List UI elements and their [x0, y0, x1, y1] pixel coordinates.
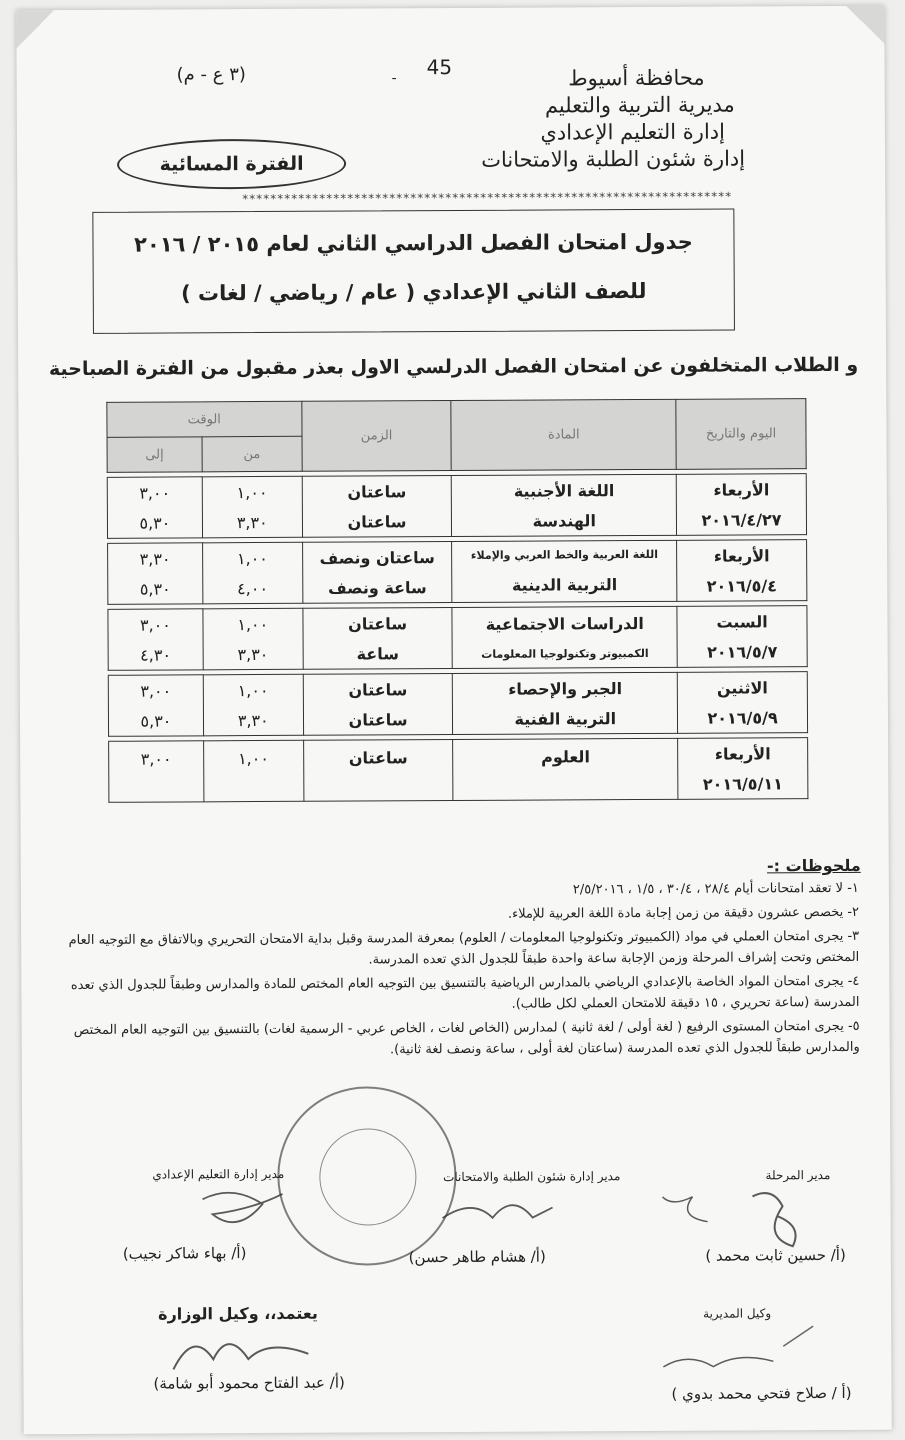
- table-row: [109, 738, 808, 803]
- table-row: [108, 672, 807, 737]
- stage-manager-title: مدير المرحلة: [765, 1168, 831, 1183]
- duration: ساعة: [356, 643, 399, 664]
- subject: العلوم: [541, 747, 590, 767]
- dash-mark: -: [391, 70, 397, 87]
- subject: التربية الدينية: [511, 575, 618, 595]
- day-name: الأربعاء: [713, 545, 770, 566]
- exam-date: ٢٠١٦/٥/١١: [702, 773, 783, 794]
- time-to: ٤,٣٠: [140, 644, 172, 665]
- day-name: السبت: [716, 611, 768, 632]
- time-to: ٥,٣٠: [139, 512, 171, 533]
- time-from: ١,٠٠: [236, 482, 268, 502]
- exam-date: ٢٠١٦/٥/٩: [707, 707, 778, 728]
- folded-corner: [16, 10, 54, 48]
- time-from: ١,٠٠: [237, 748, 269, 769]
- form-code: (٣ ع - م): [176, 64, 246, 86]
- col-from: من: [202, 436, 302, 472]
- duration: ساعتان: [348, 748, 408, 768]
- time-to: ٣,٠٠: [139, 482, 171, 503]
- time-from: ١,٠٠: [236, 548, 268, 568]
- approval-name: (أ/ عبد الفتاح محمود أبو شامة): [153, 1373, 345, 1393]
- duration: ساعتان ونصف: [319, 547, 435, 568]
- notes-title: ملحوظات :-: [766, 855, 861, 876]
- exam-schedule-table: [106, 398, 808, 803]
- time-from: ٤,٠٠: [237, 578, 269, 598]
- note-item: ٣- يجرى امتحان العملي في مواد (الكمبيوتر وتكنولوجيا المعلومات / العلوم) بمعرفة المدرسة وقبل بداية الامتحان التحريري وبالاتفاق مع التوجيه العام المختص وتحت إشراف المرحلة وزمن الإجابة ساعة واحدة طبقاً للجدول الذي تعده المدرسة.: [68, 928, 860, 968]
- title-box: [92, 209, 735, 334]
- note-item: ٢- يخصص عشرون دقيقة من زمن إجابة مادة اللغة العربية للإملاء.: [507, 904, 860, 922]
- note-item: ١- لا تعقد امتحانات أيام ٢٨/٤ ، ٣٠/٤ ، ١/٥ ، ٢/٥/٢٠١٦: [572, 880, 859, 898]
- day-name: الأربعاء: [713, 479, 770, 500]
- period-badge: [117, 139, 346, 190]
- table-row: [108, 606, 807, 671]
- col-day: اليوم والتاريخ: [676, 399, 806, 470]
- day-name: الأربعاء: [714, 743, 771, 764]
- duration: ساعتان: [348, 679, 408, 700]
- affairs-admin: إدارة شئون الطلبة والامتحانات: [481, 146, 746, 172]
- document-page: [16, 6, 891, 1435]
- exam-date: ٢٠١٦/٥/٤: [706, 575, 778, 596]
- period-label: الفترة المسائية: [159, 152, 304, 176]
- duration: ساعتان: [347, 481, 407, 502]
- duration: ساعتان: [348, 613, 408, 634]
- duration: ساعتان: [347, 511, 407, 532]
- grade-title: للصف الثاني الإعدادي ( عام / رياضي / لغات ): [180, 278, 647, 306]
- col-duration: الزمن: [302, 401, 452, 472]
- time-to: ٣,٣٠: [139, 548, 171, 569]
- deputy-name: (أ / صلاح فتحي محمد بدوي ): [671, 1383, 852, 1403]
- subject: الدراسات الاجتماعية: [485, 614, 644, 634]
- deputy-title: وكيل المديرية: [703, 1306, 772, 1321]
- col-subject: المادة: [451, 399, 676, 470]
- time-from: ١,٠٠: [237, 680, 269, 700]
- note-item: ٥- يجرى امتحان المستوى الرفيع ( لغة أولى / لغة ثانية ) لمدارس (الخاص لغات ، الخاص عربي - الرسمية لغات) بالتنسيق بين التوجيه العام المختص والمدارس طبقاً للجدول الذي تعده المدرسة (ساعتان لغة أولى ، ساعة ونصف لغة ثانية).: [73, 1018, 860, 1058]
- exam-date: ٢٠١٦/٤/٢٧: [701, 509, 782, 530]
- notes-list: [59, 878, 860, 1065]
- letterhead: [481, 64, 745, 173]
- time-from: ١,٠٠: [237, 614, 269, 634]
- note-item: ٤- يجرى امتحان المواد الخاصة بالإعدادي الرياضي بالمدارس الرياضية بالتنسيق بين التوجيه العام المختص للمادة والمدارس وطبقاً للجدول الذي تعده المدرسة (ساعة تحريري ، ١٥ دقيقة للامتحان العملي لكل طالب).: [70, 973, 860, 1012]
- subject: الهندسة: [532, 510, 596, 531]
- directorate: مديرية التربية والتعليم: [544, 92, 735, 118]
- subject: الكمبيوتر وتكنولوجيا المعلومات: [481, 646, 649, 661]
- prep-manager-name: (أ/ بهاء شاكر نجيب): [122, 1244, 247, 1263]
- time-to: ٥,٣٠: [140, 710, 172, 731]
- page-number: 45: [426, 55, 453, 80]
- subtitle: و الطلاب المتخلفون عن امتحان الفصل الدرلسي الاول بعذر مقبول من الفترة الصباحية: [48, 353, 859, 381]
- prep-admin: إدارة التعليم الإعدادي: [540, 119, 725, 145]
- governorate: محافظة أسيوط: [568, 65, 705, 91]
- schedule-title: جدول امتحان الفصل الدراسي الثاني لعام ٢٠١٥ / ٢٠١٦: [134, 229, 693, 257]
- prep-manager-title: مدير إدارة التعليم الإعدادي: [152, 1166, 285, 1182]
- subject: اللغة العربية والخط العربي والإملاء: [470, 547, 659, 562]
- subject: التربية الفنية: [514, 708, 617, 729]
- time-to: ٣,٠٠: [139, 614, 171, 635]
- subject: الجبر والإحصاء: [508, 678, 623, 699]
- folded-corner: [846, 6, 884, 44]
- affairs-manager-title: مدير إدارة شئون الطلبة والامتحانات: [443, 1169, 621, 1185]
- stage-manager-name: (أ/ حسين ثابت محمد ): [705, 1245, 846, 1265]
- day-name: الاثنين: [716, 677, 768, 698]
- affairs-manager-name: (أ/ هشام طاهر حسن): [408, 1247, 546, 1267]
- exam-date: ٢٠١٦/٥/٧: [707, 641, 778, 662]
- time-to: ٥,٣٠: [139, 578, 171, 599]
- duration: ساعة ونصف: [327, 577, 427, 598]
- col-to: إلى: [107, 437, 202, 472]
- approval-title: يعتمد،، وكيل الوزارة: [158, 1303, 318, 1324]
- table-row: [108, 540, 807, 605]
- subject: اللغة الأجنبية: [513, 480, 615, 501]
- table-row: [107, 474, 806, 539]
- time-to: ٣,٠٠: [140, 680, 172, 701]
- time-from: ٣,٣٠: [236, 512, 268, 532]
- col-time: الوقت: [107, 401, 302, 437]
- star-divider: **********************************************************************: [242, 189, 733, 207]
- table-header-row: [107, 399, 806, 438]
- time-from: ٣,٣٠: [237, 644, 269, 664]
- time-to: ٣,٠٠: [140, 749, 172, 769]
- time-from: ٣,٣٠: [237, 710, 269, 730]
- duration: ساعتان: [348, 709, 408, 730]
